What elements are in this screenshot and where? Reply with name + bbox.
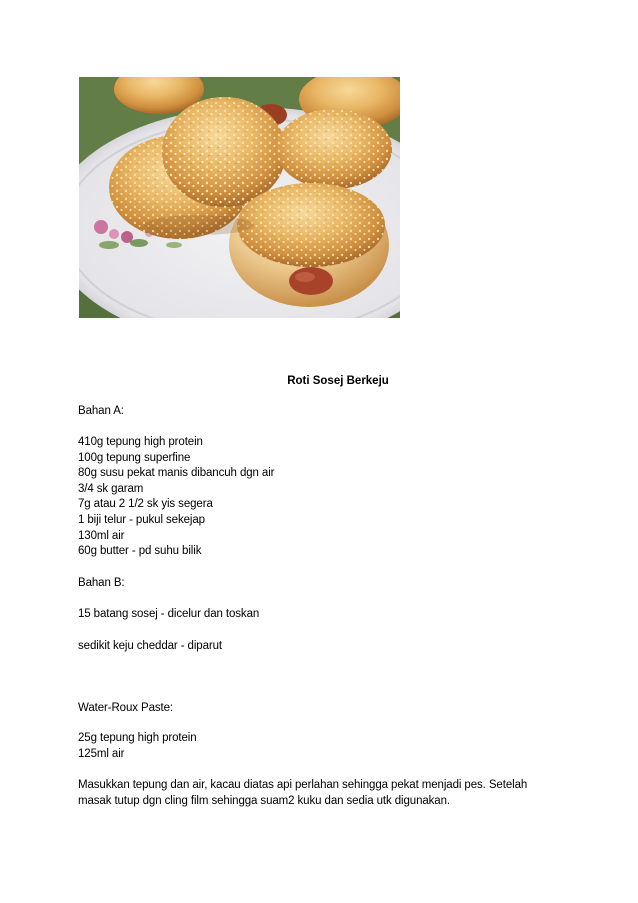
water-roux-ingredient-list [78,731,197,762]
ingredient-item: 7g atau 2 1/2 sk yis segera [78,498,213,511]
recipe-title [0,374,638,389]
ingredient-item: 3/4 sk garam [78,482,144,495]
sausage-bread-image-icon [79,77,400,318]
section-b-ingredient-item: sedikit keju cheddar - diparut [78,640,223,652]
section-b-ingredient-item: 15 batang sosej - dicelur dan toskan [78,608,260,620]
instruction-line: masak tutup dgn cling film sehingga suam2 kuku dan sedia utk digunakan. [78,794,450,807]
recipe-title-text: Roti Sosej Berkeju [287,375,389,387]
section-b-heading: Bahan B: [78,577,125,589]
ingredient-item: 80g susu pekat manis dibancuh dgn air [78,467,275,480]
section-a-ingredient-list [78,435,274,560]
instruction-line: Masukkan tepung dan air, kacau diatas api perlahan sehingga pekat menjadi pes. Setelah [78,779,528,791]
ingredient-item: 60g butter - pd suhu bilik [78,545,202,558]
ingredient-item: 410g tepung high protein [78,436,203,448]
ingredient-item: 125ml air [78,747,125,760]
sausage-bread-photo [79,77,400,318]
water-roux-instructions [78,778,527,809]
ingredient-item: 1 biji telur - pukul sekejap [78,513,205,526]
section-a-heading: Bahan A: [78,405,124,417]
water-roux-heading: Water-Roux Paste: [78,702,174,714]
ingredient-item: 25g tepung high protein [78,732,197,744]
ingredient-item: 130ml air [78,529,125,542]
ingredient-item: 100g tepung superfine [78,451,191,464]
